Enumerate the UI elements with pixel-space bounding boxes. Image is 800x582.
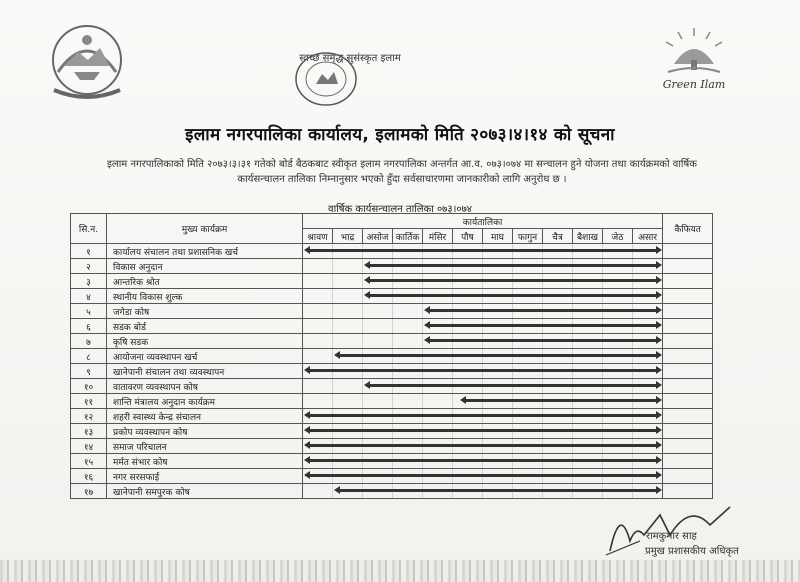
tree-icon bbox=[648, 24, 740, 78]
row-serial: १४ bbox=[71, 439, 107, 454]
schedule-arrow bbox=[309, 249, 657, 252]
row-program: प्रकोप व्यवस्थापन कोष bbox=[107, 424, 303, 439]
month-header: जेठ bbox=[603, 229, 633, 244]
row-serial: १३ bbox=[71, 424, 107, 439]
month-header: श्रावण bbox=[303, 229, 333, 244]
row-serial: ६ bbox=[71, 319, 107, 334]
table-row bbox=[71, 439, 713, 454]
row-timeline bbox=[303, 409, 663, 424]
row-program: आयोजना व्यवस्थापन खर्च bbox=[107, 349, 303, 364]
row-program: कार्यालय संचालन तथा प्रशासनिक खर्च bbox=[107, 244, 303, 259]
row-program: सडक बोर्ड bbox=[107, 319, 303, 334]
row-program: आन्तरिक श्रोत bbox=[107, 274, 303, 289]
table-row bbox=[71, 454, 713, 469]
schedule-arrow bbox=[429, 339, 657, 342]
office-stamp bbox=[292, 48, 360, 110]
row-timeline bbox=[303, 304, 663, 319]
schedule-arrow bbox=[369, 279, 657, 282]
row-program: खानेपानी संचालन तथा व्यवस्थापन bbox=[107, 364, 303, 379]
month-header: मंसिर bbox=[423, 229, 453, 244]
schedule-table bbox=[70, 213, 713, 499]
row-serial: १७ bbox=[71, 484, 107, 499]
row-program: शहरी स्वास्थ्य केन्द्र संचालन bbox=[107, 409, 303, 424]
row-program: खानेपानी समपुरक कोष bbox=[107, 484, 303, 499]
row-remarks bbox=[663, 394, 713, 409]
row-serial: ५ bbox=[71, 304, 107, 319]
schedule-arrow bbox=[429, 324, 657, 327]
month-header: कार्तिक bbox=[393, 229, 423, 244]
row-serial: १ bbox=[71, 244, 107, 259]
header-period: कार्यतालिका bbox=[303, 214, 663, 229]
row-serial: ११ bbox=[71, 394, 107, 409]
row-program: मर्मत संभार कोष bbox=[107, 454, 303, 469]
table-row bbox=[71, 379, 713, 394]
row-remarks bbox=[663, 319, 713, 334]
month-header: बैशाख bbox=[573, 229, 603, 244]
row-program: शान्ति मंत्रालय अनुदान कार्यक्रम bbox=[107, 394, 303, 409]
row-program: समाज परिचालन bbox=[107, 439, 303, 454]
row-program: जगेडा कोष bbox=[107, 304, 303, 319]
row-serial: १६ bbox=[71, 469, 107, 484]
table-row bbox=[71, 364, 713, 379]
row-serial: १२ bbox=[71, 409, 107, 424]
row-remarks bbox=[663, 289, 713, 304]
signatory-role: प्रमुख प्रशासकीय अधिकृत bbox=[645, 546, 739, 557]
nepal-government-emblem bbox=[44, 22, 130, 102]
table-row bbox=[71, 304, 713, 319]
header-sn: सि.न. bbox=[71, 214, 107, 244]
row-program: वातावरण व्यवस्थापन कोष bbox=[107, 379, 303, 394]
row-timeline bbox=[303, 274, 663, 289]
row-remarks bbox=[663, 274, 713, 289]
row-timeline bbox=[303, 349, 663, 364]
month-header: माघ bbox=[483, 229, 513, 244]
row-timeline bbox=[303, 454, 663, 469]
schedule-arrow bbox=[309, 474, 657, 477]
row-timeline bbox=[303, 379, 663, 394]
slogan-text: स्वच्छ समृद्ध सुसंस्कृत इलाम bbox=[299, 53, 401, 64]
row-timeline bbox=[303, 394, 663, 409]
table-row bbox=[71, 274, 713, 289]
schedule-arrow bbox=[369, 384, 657, 387]
schedule-arrow bbox=[369, 264, 657, 267]
row-serial: १० bbox=[71, 379, 107, 394]
row-remarks bbox=[663, 334, 713, 349]
row-serial: ७ bbox=[71, 334, 107, 349]
row-remarks bbox=[663, 259, 713, 274]
row-program: विकास अनुदान bbox=[107, 259, 303, 274]
row-serial: २ bbox=[71, 259, 107, 274]
row-remarks bbox=[663, 364, 713, 379]
row-remarks bbox=[663, 439, 713, 454]
table-caption: वार्षिक कार्यसन्चालन तालिका ०७३।०७४ bbox=[328, 204, 472, 215]
table-row bbox=[71, 244, 713, 259]
row-program: कृषि सडक bbox=[107, 334, 303, 349]
table-row bbox=[71, 289, 713, 304]
month-header: असार bbox=[633, 229, 663, 244]
row-remarks bbox=[663, 409, 713, 424]
row-remarks bbox=[663, 379, 713, 394]
signatory-name: रामकुमार साह bbox=[646, 531, 697, 542]
table-row bbox=[71, 334, 713, 349]
notice-title: इलाम नगरपालिका कार्यालय, इलामको मिति २०७३।४।१४ को सूचना bbox=[185, 125, 615, 145]
row-timeline bbox=[303, 424, 663, 439]
month-header: पौष bbox=[453, 229, 483, 244]
schedule-arrow bbox=[339, 489, 657, 492]
row-remarks bbox=[663, 349, 713, 364]
row-serial: १५ bbox=[71, 454, 107, 469]
row-serial: ९ bbox=[71, 364, 107, 379]
table-row bbox=[71, 319, 713, 334]
schedule-arrow bbox=[309, 444, 657, 447]
row-timeline bbox=[303, 289, 663, 304]
row-timeline bbox=[303, 319, 663, 334]
row-remarks bbox=[663, 469, 713, 484]
row-timeline bbox=[303, 244, 663, 259]
table-row bbox=[71, 349, 713, 364]
table-row bbox=[71, 424, 713, 439]
row-timeline bbox=[303, 469, 663, 484]
row-remarks bbox=[663, 304, 713, 319]
row-program: स्थानीय विकास शुल्क bbox=[107, 289, 303, 304]
month-header: चैत्र bbox=[543, 229, 573, 244]
row-remarks bbox=[663, 454, 713, 469]
row-timeline bbox=[303, 334, 663, 349]
header-program: मुख्य कार्यक्रम bbox=[107, 214, 303, 244]
green-ilam-caption: Green Ilam bbox=[662, 78, 726, 91]
month-header: भाद्र bbox=[333, 229, 363, 244]
row-remarks bbox=[663, 244, 713, 259]
row-serial: ४ bbox=[71, 289, 107, 304]
row-remarks bbox=[663, 424, 713, 439]
schedule-arrow bbox=[309, 369, 657, 372]
table-row bbox=[71, 409, 713, 424]
schedule-arrow bbox=[309, 414, 657, 417]
schedule-arrow bbox=[369, 294, 657, 297]
row-timeline bbox=[303, 364, 663, 379]
header-remarks: कैफियत bbox=[663, 214, 713, 244]
row-timeline bbox=[303, 439, 663, 454]
schedule-arrow bbox=[309, 429, 657, 432]
schedule-arrow bbox=[465, 399, 657, 402]
green-ilam-logo bbox=[648, 24, 740, 96]
row-program: नगर सरसफाई bbox=[107, 469, 303, 484]
schedule-arrow bbox=[339, 354, 657, 357]
month-header: फागुन bbox=[513, 229, 543, 244]
schedule-arrow bbox=[429, 309, 657, 312]
notice-paragraph: इलाम नगरपालिकाको मिति २०७३।३।३१ गतेको बोर्ड बैठकबाट स्वीकृत इलाम नगरपालिका अन्तर्गत आ.व. ०७३।०७४ मा सन्चालन हुने योजना तथा कार्यक्रमको वार्षिक कार्यसन्चालन तालिका निम्नानुसार भएको हुँदा सर्वसाधारणमा जानकारीको लागि अनुरोध छ । bbox=[107, 159, 697, 185]
table-row bbox=[71, 394, 713, 409]
row-timeline bbox=[303, 259, 663, 274]
scan-edge bbox=[0, 560, 800, 582]
row-serial: ८ bbox=[71, 349, 107, 364]
row-serial: ३ bbox=[71, 274, 107, 289]
schedule-arrow bbox=[309, 459, 657, 462]
table-row bbox=[71, 469, 713, 484]
month-header: असोज bbox=[363, 229, 393, 244]
table-row bbox=[71, 259, 713, 274]
